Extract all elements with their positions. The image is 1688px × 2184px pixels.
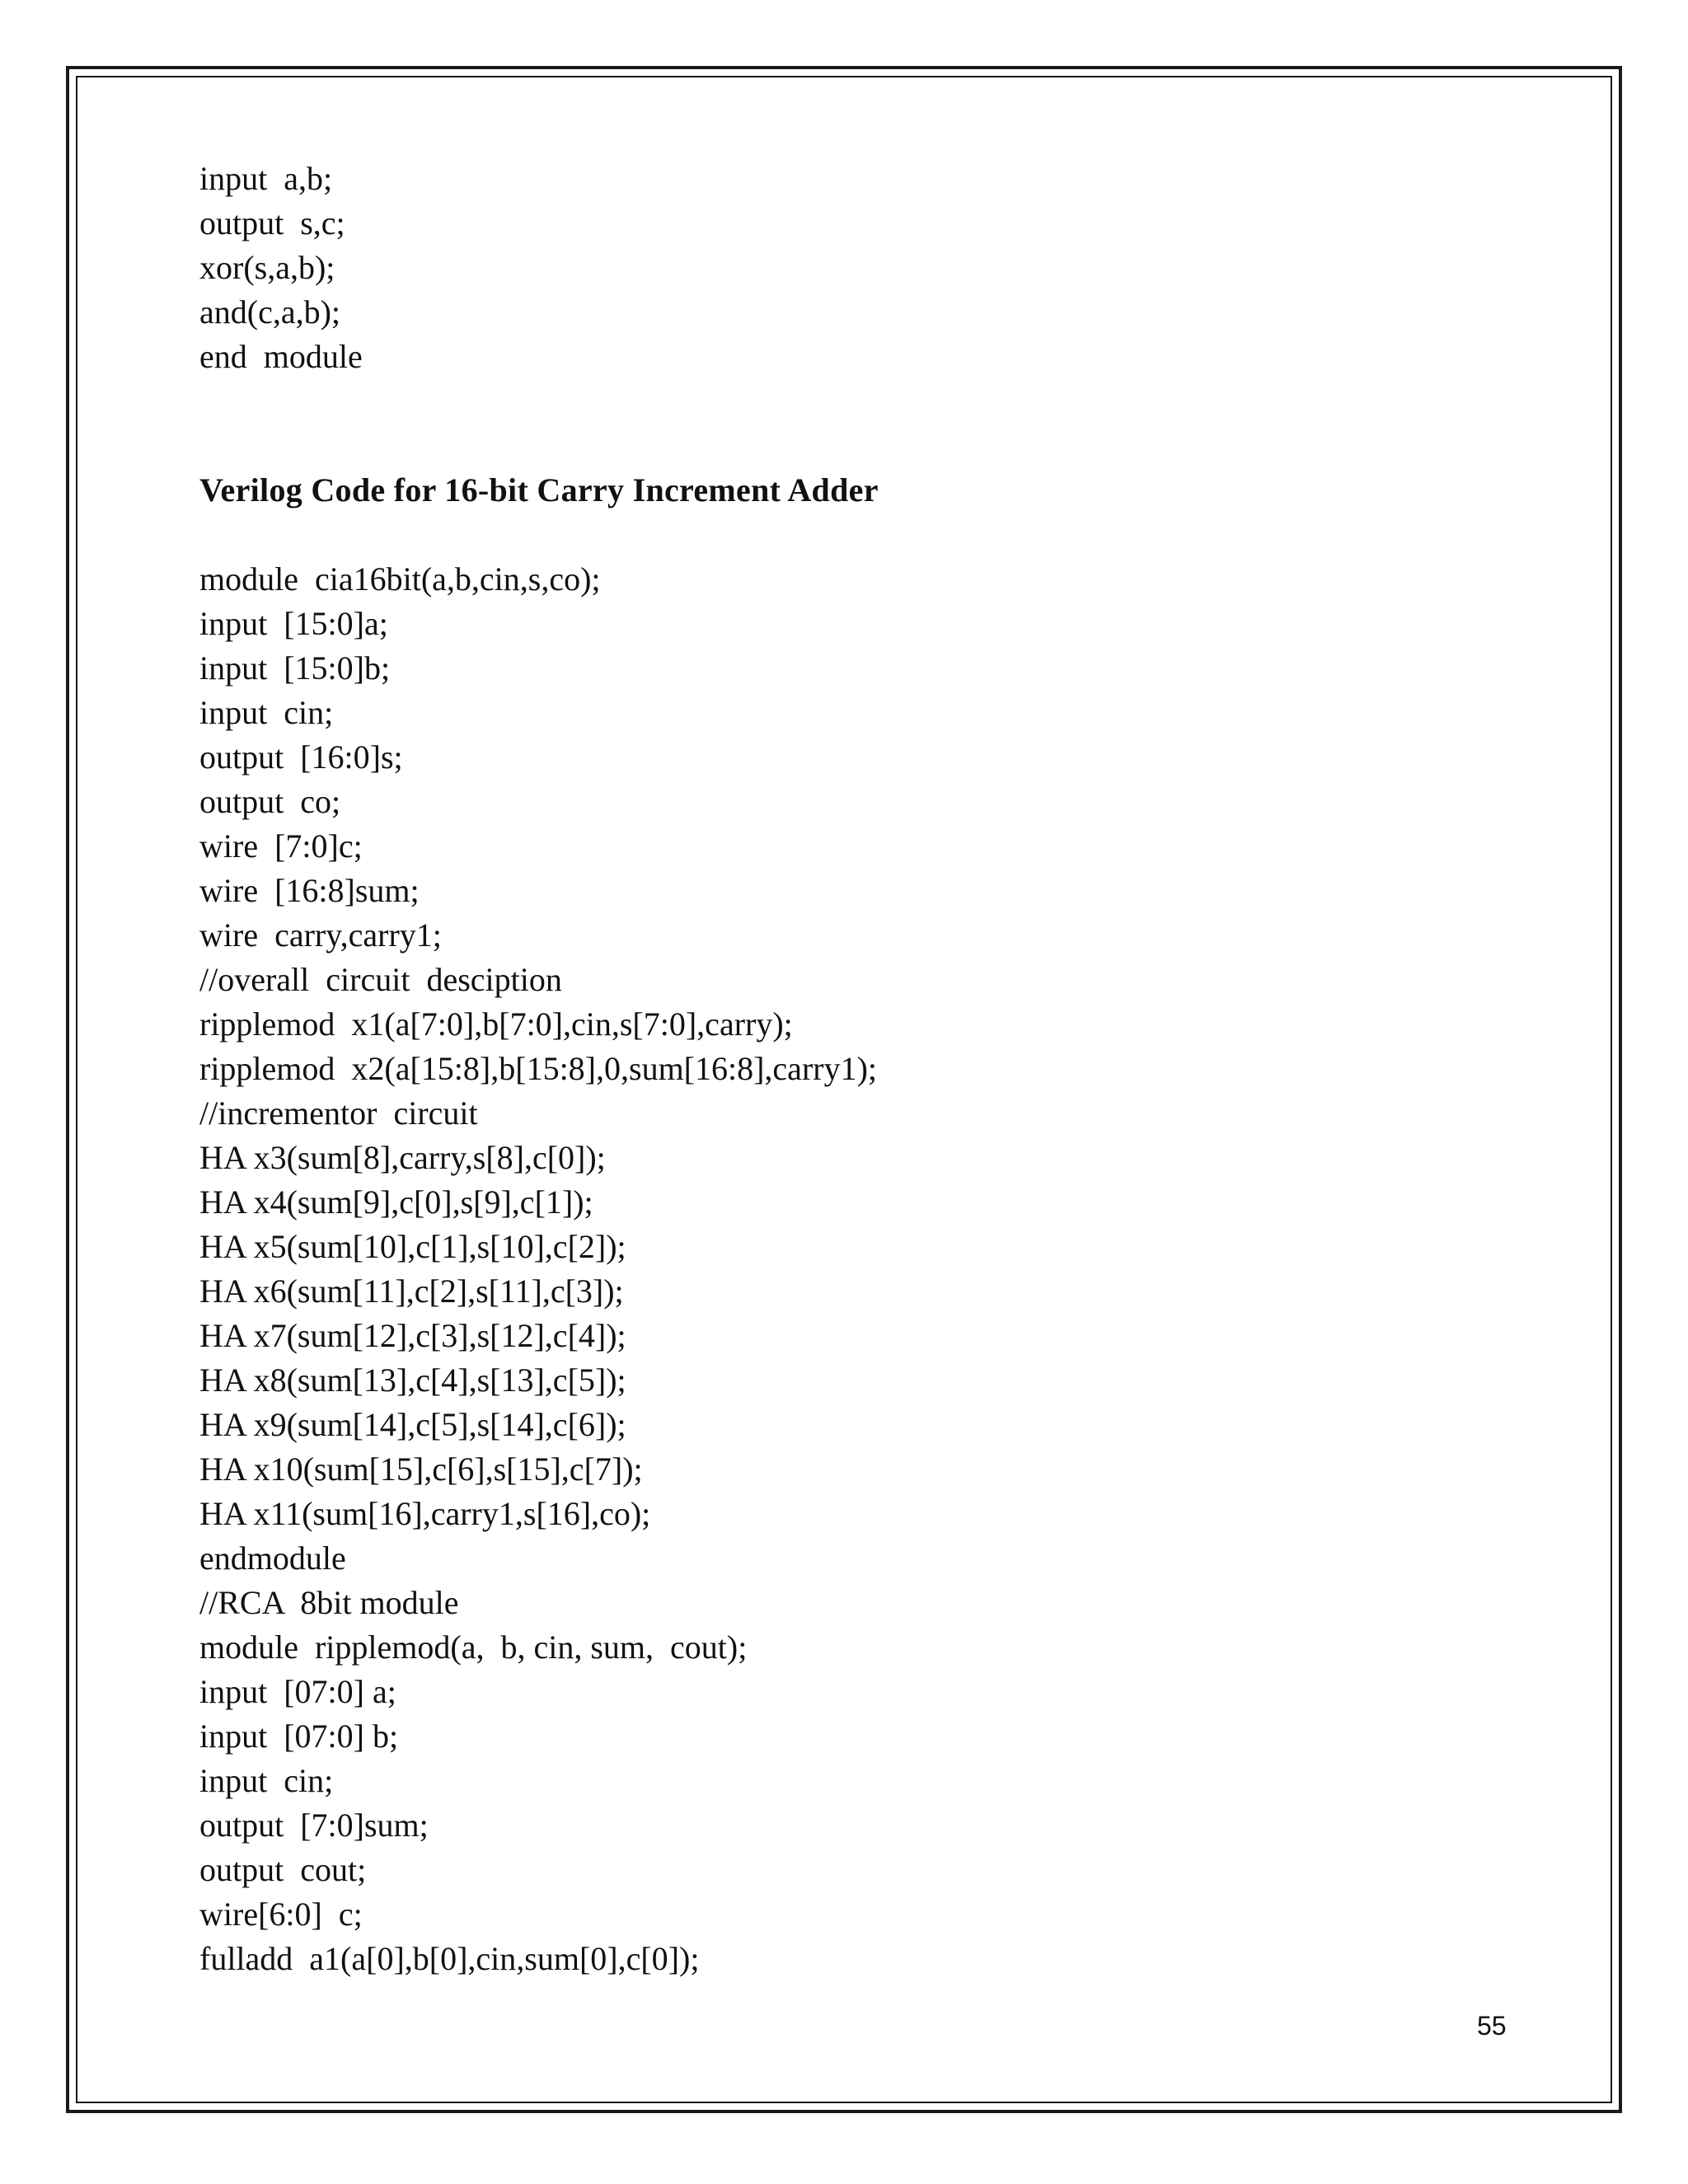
code-line: HA x10(sum[15],c[6],s[15],c[7]); [199, 1451, 643, 1488]
code-line: wire[6:0] c; [199, 1896, 363, 1933]
section-heading: Verilog Code for 16-bit Carry Increment Adder [199, 471, 879, 509]
code-line: fulladd a1(a[0],b[0],cin,sum[0],c[0]); [199, 1940, 700, 1977]
code-line: ripplemod x2(a[15:8],b[15:8],0,sum[16:8],carry1); [199, 1050, 878, 1087]
code-line: xor(s,a,b); [199, 249, 335, 286]
code-line: HA x3(sum[8],carry,s[8],c[0]); [199, 1139, 606, 1176]
code-line: HA x7(sum[12],c[3],s[12],c[4]); [199, 1317, 626, 1354]
code-line: module ripplemod(a, b, cin, sum, cout); [199, 1629, 748, 1666]
code-line: HA x6(sum[11],c[2],s[11],c[3]); [199, 1272, 624, 1310]
code-line: input a,b; [199, 160, 333, 197]
code-comment: //incrementor circuit [199, 1094, 478, 1132]
code-line: input cin; [199, 1762, 334, 1799]
code-line: HA x4(sum[9],c[0],s[9],c[1]); [199, 1183, 593, 1221]
code-line: input [07:0] a; [199, 1673, 396, 1710]
code-line: end module [199, 338, 363, 375]
top-code-block [199, 157, 1518, 379]
code-line: output s,c; [199, 204, 345, 241]
code-line: HA x5(sum[10],c[1],s[10],c[2]); [199, 1228, 626, 1265]
code-comment: //overall circuit desciption [199, 961, 562, 998]
code-line: output cout; [199, 1851, 367, 1888]
code-line: endmodule [199, 1540, 346, 1577]
code-comment: //RCA 8bit module [199, 1584, 459, 1621]
code-line: HA x8(sum[13],c[4],s[13],c[5]); [199, 1361, 626, 1399]
main-code-block [199, 557, 1518, 1981]
code-line: and(c,a,b); [199, 293, 341, 330]
code-line: output [16:0]s; [199, 738, 403, 776]
spacer [199, 379, 1518, 468]
page-content [199, 157, 1518, 1981]
spacer [199, 513, 1518, 557]
code-line: wire [16:8]sum; [199, 872, 420, 909]
code-line: input [15:0]a; [199, 605, 388, 642]
code-line: output [7:0]sum; [199, 1807, 429, 1844]
code-line: input [15:0]b; [199, 649, 391, 687]
code-line: input cin; [199, 694, 334, 731]
page-number: 55 [1477, 2011, 1507, 2041]
code-line: wire carry,carry1; [199, 916, 442, 954]
code-line: ripplemod x1(a[7:0],b[7:0],cin,s[7:0],carry); [199, 1005, 793, 1043]
code-line: input [07:0] b; [199, 1718, 399, 1755]
code-line: wire [7:0]c; [199, 827, 363, 865]
code-line: HA x9(sum[14],c[5],s[14],c[6]); [199, 1406, 626, 1443]
code-line: HA x11(sum[16],carry1,s[16],co); [199, 1495, 651, 1532]
code-line: module cia16bit(a,b,cin,s,co); [199, 560, 601, 598]
code-line: output co; [199, 783, 341, 820]
